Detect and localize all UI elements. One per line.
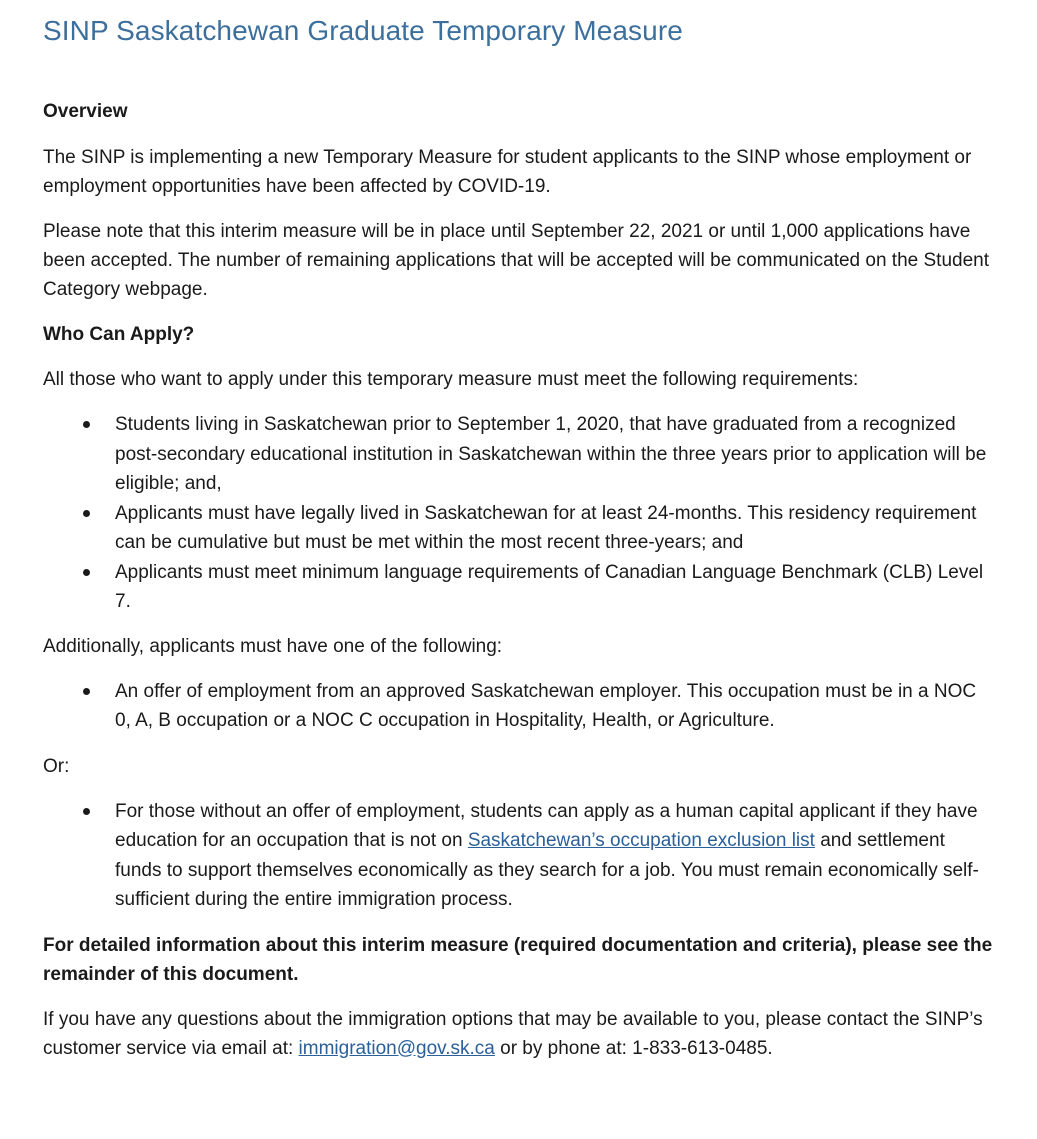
list-item (43, 499, 993, 558)
spacer (43, 49, 993, 97)
list-item (43, 410, 993, 499)
bullet-icon (83, 421, 90, 428)
spacer (43, 349, 993, 365)
who-can-apply-heading: Who Can Apply? (43, 324, 195, 345)
requirements-list (43, 410, 993, 617)
human-capital-option-list (43, 797, 993, 915)
list-item (43, 558, 993, 617)
spacer (43, 781, 993, 797)
requirement-text: Students living in Saskatchewan prior to September 1, 2020, that have graduated from a recognized post-secondary educational institution in Saskatchewan within the three years prior to application will be eligible; and, (115, 414, 987, 494)
employment-option-text: An offer of employment from an approved Saskatchewan employer. This occupation must be in a NOC 0, A, B occupation or a NOC C occupation in Hospitality, Health, or Agriculture. (115, 680, 977, 731)
bullet-icon (83, 688, 90, 695)
spacer (43, 394, 993, 410)
or-label: Or: (43, 755, 70, 777)
bullet-icon (83, 569, 90, 576)
overview-paragraph-2: Please note that this interim measure will be in place until September 22, 2021 or until 1,000 applications have been accepted. The number of remaining applications that will be accepted will be communicated on the Student Category webpage. (43, 221, 990, 300)
spacer (43, 304, 993, 320)
spacer (43, 736, 993, 752)
additionally-text: Additionally, applicants must have one of the following: (43, 635, 503, 657)
list-item (43, 677, 993, 736)
requirement-text: Applicants must meet minimum language requirements of Canadian Language Benchmark (CLB) Level 7. (115, 561, 984, 612)
document-title: SINP Saskatchewan Graduate Temporary Measure (43, 15, 683, 46)
human-capital-text-after: and settlement funds to support themselves economically as they search for a job. You must remain economically self-sufficient during the entire immigration process. (115, 830, 979, 910)
bullet-icon (83, 510, 90, 517)
document-page (43, 0, 993, 1063)
requirement-text: Applicants must have legally lived in Saskatchewan for at least 24-months. This residency requirement can be cumulative but must be met within the most recent three-years; and (115, 502, 977, 553)
list-item (43, 797, 993, 915)
overview-heading: Overview (43, 101, 128, 122)
spacer (43, 915, 993, 931)
spacer (43, 126, 993, 143)
detailed-info-note: For detailed information about this interim measure (required documentation and criteria), please see the remainder of this document. (43, 934, 993, 985)
overview-paragraph-1: The SINP is implementing a new Temporary Measure for student applicants to the SINP whose employment or employment opportunities have been affected by COVID-19. (43, 147, 972, 197)
spacer (43, 201, 993, 217)
contact-paragraph (43, 1005, 993, 1063)
spacer (43, 661, 993, 677)
contact-text-after: or by phone at: 1-833-613-0485. (494, 1037, 773, 1059)
employment-option-list (43, 677, 993, 736)
contact-text-before: If you have any questions about the immigration options that may be available to you, please contact the SINP’s customer service via email at: (43, 1008, 983, 1059)
email-link[interactable]: immigration@gov.sk.ca (298, 1037, 495, 1059)
bullet-icon (83, 808, 90, 815)
requirements-intro: All those who want to apply under this temporary measure must meet the following requirements: (43, 369, 859, 390)
occupation-exclusion-list-link[interactable]: Saskatchewan’s occupation exclusion list (467, 830, 815, 851)
spacer (43, 989, 993, 1005)
human-capital-text-before: For those without an offer of employment, students can apply as a human capital applicant if they have education for an occupation that is not on (115, 800, 978, 851)
spacer (43, 617, 993, 632)
